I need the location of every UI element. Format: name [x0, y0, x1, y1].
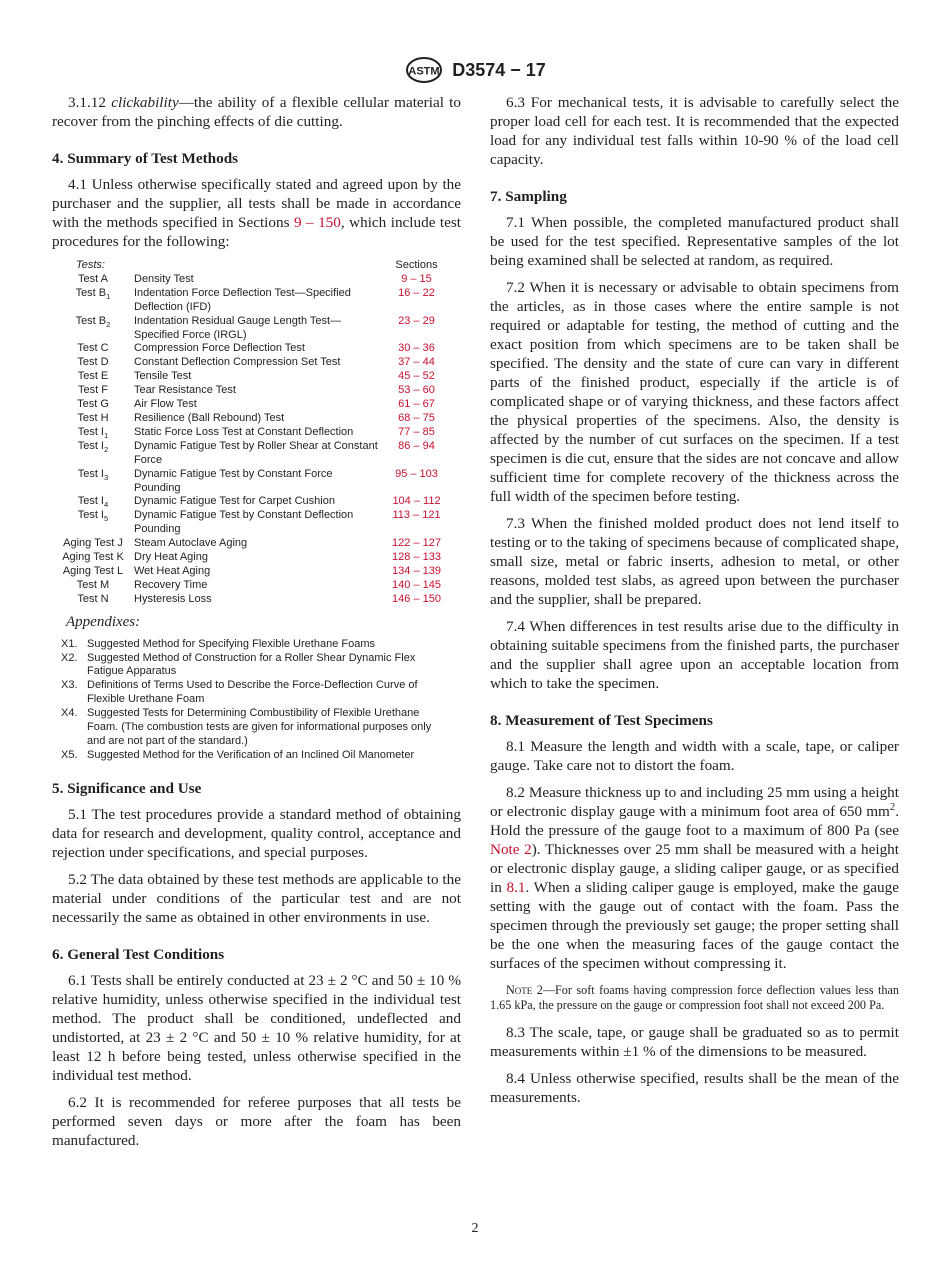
- tests-column-header: Tests:: [76, 259, 105, 271]
- test-id: Test $B_2$: [75, 314, 111, 329]
- test-id: Test C: [77, 342, 109, 355]
- appendix-title: Suggested Tests for Determining Combustibility of Flexible Urethane Foam. (The combustion tests are given for informational purposes only and are not part of the standard.): [87, 707, 432, 747]
- paragraph-6-1: 6.1 Tests shall be entirely conducted at 23 ± 2 °C and 50 ± 10 % relative humidity, unless otherwise specified in the individual test method. The product shall be conditioned, undeflected and undistorted, at 23 ± 2 °C and 50 ± 10 % relative humidity, for at least 12 h before being tested, unless otherwise specified in the individual test method.: [52, 971, 461, 1084]
- appendix-item: [52, 679, 461, 707]
- appendix-number: X2.: [61, 651, 78, 664]
- table-header-row: [52, 259, 461, 273]
- test-id: Aging Test J: [63, 537, 123, 550]
- appendix-number: X5.: [61, 748, 78, 761]
- note-label: Note 2: [506, 983, 543, 997]
- svg-text:ASTM: ASTM: [408, 65, 440, 78]
- section-8-heading: 8. Measurement of Test Specimens: [490, 712, 713, 729]
- page-number: 2: [471, 1221, 479, 1236]
- test-id: Test $I_1$: [77, 425, 109, 441]
- test-methods-table: [52, 259, 461, 607]
- test-id: Test $I_5$: [77, 509, 109, 524]
- table-row: [52, 593, 461, 607]
- section-6-heading: 6. General Test Conditions: [52, 945, 225, 963]
- test-sections-link[interactable]: 30 – 36: [398, 342, 435, 355]
- appendix-number: X4.: [61, 707, 78, 720]
- test-id: Aging Test K: [62, 551, 124, 564]
- paragraph-5-1: 5.1 The test procedures provide a standard method of obtaining data for research and development, quality control, acceptance and rejection under specifications, and special purposes.: [52, 805, 461, 861]
- paragraph-7-1: 7.1 When possible, the completed manufactured product shall be used for the test specified. Representative samples of the lot being examined shall be selected at random, as required.: [490, 214, 899, 269]
- table-row: [52, 509, 461, 537]
- section-4-heading: 4. Summary of Test Methods: [52, 150, 239, 167]
- paragraph-8-3: 8.3 The scale, tape, or gauge shall be graduated so as to permit measurements within ±1 % of the dimensions to be measured.: [490, 1024, 899, 1060]
- paragraph-6-2: 6.2 It is recommended for referee purposes that all tests be performed seven days or more after the foam has been manufactured.: [52, 1093, 461, 1149]
- table-row: [52, 398, 461, 412]
- test-sections-link[interactable]: 146 – 150: [392, 592, 441, 605]
- table-row: [52, 537, 461, 551]
- test-sections-link[interactable]: 53 – 60: [398, 384, 435, 397]
- test-sections-link[interactable]: 122 – 127: [392, 537, 441, 550]
- sections-link[interactable]: 9 – 150: [293, 214, 341, 231]
- note-2-link[interactable]: Note 2: [490, 841, 532, 858]
- appendixes-heading: Appendixes:: [66, 613, 141, 630]
- test-id: Test G: [77, 398, 109, 411]
- test-id: Test D: [77, 356, 109, 369]
- test-id: Aging Test L: [62, 564, 124, 577]
- appendix-number: X3.: [61, 679, 78, 692]
- document-designation: D3574 − 17: [452, 59, 546, 80]
- test-name: Tear Resistance Test: [134, 384, 236, 397]
- test-name: Dynamic Fatigue Test by Constant Deflection Pounding: [134, 509, 354, 536]
- test-sections-link[interactable]: 61 – 67: [398, 398, 435, 411]
- test-id: Test M: [76, 578, 110, 591]
- paragraph-7-3: 7.3 When the finished molded product does not lend itself to testing or to the taking of specimens because of complicated shape, small size, metal or fabric inserts, adhesion to metal, or other reasons, molded test slabs, as agreed upon between the purchaser and the supplier, shall be prepared.: [490, 515, 899, 608]
- test-name: Density Test: [134, 272, 194, 285]
- section-5-heading: 5. Significance and Use: [52, 779, 202, 797]
- test-name: Dry Heat Aging: [134, 551, 208, 564]
- test-sections-link[interactable]: 77 – 85: [398, 425, 435, 438]
- appendix-title: Suggested Method of Construction for a Roller Shear Dynamic Flex Fatigue Apparatus: [87, 651, 416, 678]
- test-sections-link[interactable]: 95 – 103: [395, 467, 438, 480]
- test-sections-link[interactable]: 104 – 112: [392, 495, 441, 508]
- test-sections-link[interactable]: 45 – 52: [398, 370, 435, 383]
- test-sections-link[interactable]: 23 – 29: [398, 314, 435, 327]
- page-header: [0, 56, 950, 84]
- appendix-item: [52, 638, 461, 652]
- test-sections-link[interactable]: 128 – 133: [392, 551, 441, 564]
- paragraph-8-4: 8.4 Unless otherwise specified, results shall be the mean of the measurements.: [490, 1070, 899, 1106]
- paragraph-7-2: 7.2 When it is necessary or advisable to obtain specimens from the articles, as in those cases where the entire sample is not required or adaptable for testing, the method of cutting and the exact position from which specimens are to be taken shall be specified. The density and the state of cure can vary in different parts of the finished product, especially if the article is of complicated shape or of varying thickness, and these factors affect the physical properties of the specimens. Also, the density is affected by the number of cut surfaces on the specimen. If a test specimen is die cut, ensure that the sides are not concave and allow sufficient time for complete recovery of the thickness across the full width of the specimen before testing.: [490, 279, 899, 505]
- table-row: [52, 426, 461, 440]
- table-row: [52, 273, 461, 287]
- paragraph-7-4: 7.4 When differences in test results arise due to the difficulty in obtaining suitable specimens from the finished parts, the purchaser and the supplier shall agree upon an acceptable location from which to take the specimen.: [490, 618, 899, 692]
- table-row: [52, 287, 461, 315]
- term-clickability: clickability: [111, 94, 179, 111]
- table-row: [52, 495, 461, 509]
- test-name: Hysteresis Loss: [134, 592, 212, 605]
- test-name: Air Flow Test: [134, 398, 197, 411]
- left-column: [52, 93, 461, 1158]
- astm-logo-icon: [404, 56, 444, 84]
- test-name: Indentation Force Deflection Test—Specified Deflection (IFD): [134, 286, 351, 313]
- table-row: [52, 342, 461, 356]
- test-id: Test H: [77, 411, 109, 424]
- appendix-item: [52, 652, 461, 680]
- paragraph-8-2: 8.2 Measure thickness up to and including 25 mm using a height or electronic display gauge with a minimum foot area of 650 $mm^2$. Hold the pressure of the gauge foot to a maximum of 800 Pa (see Note 2). Thicknesses over 25 mm shall be measured with a height or electronic display gauge, a sliding caliper gauge, or as specified in 8.1. When a sliding caliper gauge is employed, make the gauge setting with the gauge out of contact with the foam. Pass the specimen through the previously set gauge; the proper setting shall be the one when the measuring faces of the gauge contact the surfaces of the specimen without compressing it.: [490, 784, 899, 972]
- test-id: Test N: [77, 592, 109, 605]
- test-sections-link[interactable]: 113 – 121: [392, 509, 441, 522]
- test-id: Test $I_4$: [77, 495, 109, 510]
- paragraph-3-1-12: 3.1.12 clickability—the ability of a flexible cellular material to recover from the pinching effects of die cutting.: [52, 94, 461, 130]
- test-sections-link[interactable]: 140 – 145: [392, 578, 441, 591]
- test-id: Test $I_2$: [77, 439, 109, 454]
- test-name: Dynamic Fatigue Test for Carpet Cushion: [134, 495, 335, 508]
- paragraph-6-3: 6.3 For mechanical tests, it is advisable to carefully select the proper load cell for each test. It is recommended that the expected load for any individual test falls within 10-90 % of the load cell capacity.: [490, 94, 899, 168]
- appendixes-list: [52, 638, 461, 763]
- test-name: Constant Deflection Compression Set Test: [134, 356, 341, 369]
- appendix-title: Suggested Method for the Verification of an Inclined Oil Manometer: [87, 748, 415, 761]
- test-name: Dynamic Fatigue Test by Roller Shear at Constant Force: [134, 439, 378, 466]
- test-name: Tensile Test: [134, 370, 192, 383]
- test-name: Recovery Time: [134, 578, 208, 591]
- test-id: Test E: [77, 370, 109, 383]
- test-name: Dynamic Fatigue Test by Constant Force Pounding: [134, 467, 333, 494]
- section-7-heading: 7. Sampling: [490, 188, 567, 205]
- test-sections-link[interactable]: 68 – 75: [398, 411, 435, 424]
- table-row: [52, 384, 461, 398]
- test-name: Steam Autoclave Aging: [134, 537, 248, 550]
- test-id: Test $B_1$: [75, 286, 111, 301]
- table-row: [52, 412, 461, 426]
- paragraph-5-2: 5.2 The data obtained by these test methods are applicable to the material under conditions of the particular test and are not necessarily the same as obtained in other environments in use.: [52, 870, 461, 926]
- table-row: [52, 370, 461, 384]
- test-name: Static Force Loss Test at Constant Deflection: [134, 425, 354, 438]
- test-name: Wet Heat Aging: [134, 564, 211, 577]
- note-2: Note 2—For soft foams having compression force deflection values less than 1.65 kPa, the pressure on the gauge or compression foot shall not exceed 200 Pa.: [490, 983, 899, 1012]
- appendix-title: Definitions of Terms Used to Describe the Force-Deflection Curve of Flexible Urethane Foam: [87, 679, 418, 706]
- right-column: [490, 93, 899, 1115]
- section-8-1-link[interactable]: 8.1: [506, 879, 526, 896]
- table-row: [52, 468, 461, 496]
- table-row: [52, 315, 461, 343]
- appendix-number: X1.: [61, 637, 78, 650]
- test-id: Test F: [78, 384, 108, 397]
- table-row: [52, 579, 461, 593]
- appendix-item: [52, 749, 461, 763]
- test-name: Resilience (Ball Rebound) Test: [134, 411, 285, 424]
- test-sections-link[interactable]: 37 – 44: [398, 356, 435, 369]
- test-id: Test A: [78, 272, 108, 285]
- appendix-title: Suggested Method for Specifying Flexible Urethane Foams: [87, 637, 375, 650]
- test-sections-link[interactable]: 9 – 15: [401, 272, 432, 285]
- appendix-item: [52, 707, 461, 749]
- sections-column-header: Sections: [395, 259, 438, 271]
- test-sections-link[interactable]: 16 – 22: [398, 286, 435, 299]
- paragraph-8-1: 8.1 Measure the length and width with a scale, tape, or caliper gauge. Take care not to distort the foam.: [490, 738, 899, 774]
- test-sections-link[interactable]: 86 – 94: [398, 439, 435, 452]
- test-name: Indentation Residual Gauge Length Test—Specified Force (IRGL): [134, 314, 342, 341]
- test-sections-link[interactable]: 134 – 139: [392, 564, 441, 577]
- table-row: [52, 356, 461, 370]
- table-row: [52, 551, 461, 565]
- table-row: [52, 565, 461, 579]
- test-name: Compression Force Deflection Test: [134, 342, 305, 355]
- test-id: Test $I_3$: [77, 467, 109, 482]
- table-row: [52, 440, 461, 468]
- paragraph-4-1: 4.1 Unless otherwise specifically stated and agreed upon by the purchaser and the supplier, all tests shall be made in accordance with the methods specified in Sections 9 – 150, which include test procedures for the following:: [52, 176, 461, 250]
